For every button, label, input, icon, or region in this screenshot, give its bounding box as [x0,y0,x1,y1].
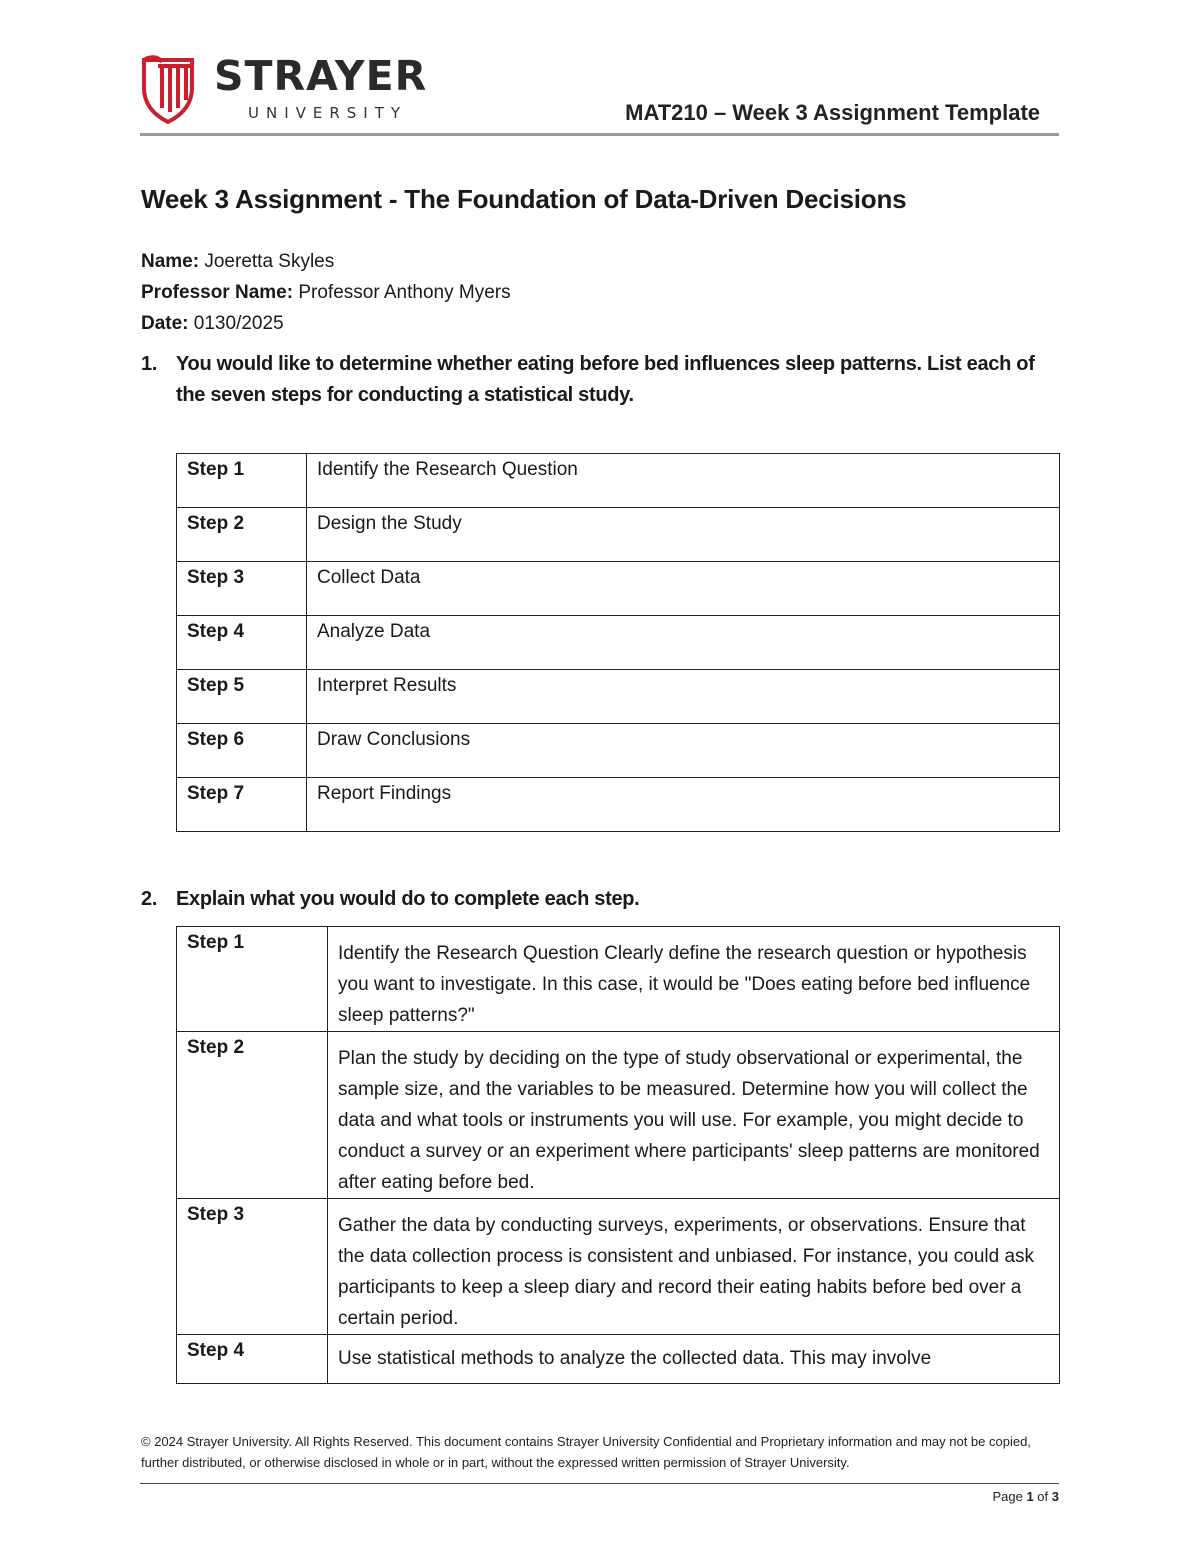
question-1 [141,349,1041,411]
step-label: Step 4 [177,616,307,670]
step-label: Step 1 [177,454,307,508]
question-1-text: You would like to determine whether eating before bed influences sleep patterns. List each of the seven steps for conducting a statistical study. [176,353,1035,406]
step-explanation: Gather the data by conducting surveys, experiments, or observations. Ensure that the data collection process is consistent and unbiased. For instance, you could ask participants to keep a sleep diary and record their eating habits before bed over a certain period. [328,1199,1060,1335]
steps-explanation-table [176,926,1060,1384]
step-explanation: Use statistical methods to analyze the collected data. This may involve [328,1335,1060,1384]
page-title: Week 3 Assignment - The Foundation of Data-Driven Decisions [141,184,907,214]
date-label: Date: [141,313,189,334]
name-label: Name: [141,251,200,272]
table-row [177,454,1060,508]
step-value: Identify the Research Question [307,454,1060,508]
table-row [177,1335,1060,1384]
date-value: 0130/2025 [193,313,284,334]
step-label: Step 1 [177,927,328,1032]
professor-line [141,277,511,308]
step-label: Step 6 [177,724,307,778]
step-value: Design the Study [307,508,1060,562]
page-of: of [1037,1489,1049,1504]
page-total: 3 [1051,1489,1059,1504]
header-divider [140,133,1059,136]
step-label: Step 3 [177,562,307,616]
logo-wordmark: STRAYER [214,52,428,100]
footer-divider [140,1483,1059,1484]
table-row [177,670,1060,724]
table-row [177,508,1060,562]
name-line [141,246,511,277]
table-row [177,1032,1060,1199]
step-value: Draw Conclusions [307,724,1060,778]
page-number [992,1489,1059,1504]
logo-subtitle: UNIVERSITY [248,104,408,122]
document-label: MAT210 – Week 3 Assignment Template [625,100,1040,125]
step-label: Step 3 [177,1199,328,1335]
page-prefix: Page [992,1489,1023,1504]
question-1-number: 1. [141,353,158,375]
question-2-text: Explain what you would do to complete each step. [176,888,640,910]
step-label: Step 7 [177,778,307,832]
step-value: Interpret Results [307,670,1060,724]
shield-logo-icon [140,54,196,124]
steps-list-table [176,453,1060,832]
step-explanation: Plan the study by deciding on the type of study observational or experimental, the sample size, and the variables to be measured. Determine how you will collect the data and what tools or instruments you will use. For example, you might decide to conduct a survey or an experiment where participants' sleep patterns are monitored after eating before bed. [328,1032,1060,1199]
name-value: Joeretta Skyles [204,251,335,272]
step-label: Step 2 [177,1032,328,1199]
table-row [177,1199,1060,1335]
professor-label: Professor Name: [141,282,294,303]
step-label: Step 5 [177,670,307,724]
professor-value: Professor Anthony Myers [298,282,511,303]
copyright-notice: © 2024 Strayer University. All Rights Reserved. This document contains Strayer University Confidential and Proprietary information and may not be copied, further distributed, or otherwise disclosed in whole or in part, without the expressed written permission of Strayer University. [141,1434,1031,1470]
step-explanation: Identify the Research Question Clearly define the research question or hypothesis you want to investigate. In this case, it would be "Does eating before bed influence sleep patterns?" [328,927,1060,1032]
step-label: Step 2 [177,508,307,562]
step-value: Analyze Data [307,616,1060,670]
table-row [177,724,1060,778]
strayer-logo [140,54,460,126]
step-value: Collect Data [307,562,1060,616]
student-info [141,246,511,339]
question-2-number: 2. [141,888,158,910]
step-value: Report Findings [307,778,1060,832]
step-label: Step 4 [177,1335,328,1384]
page-current: 1 [1026,1489,1034,1504]
table-row [177,778,1060,832]
date-line [141,308,511,339]
table-row [177,562,1060,616]
table-row [177,616,1060,670]
table-row [177,927,1060,1032]
question-2 [141,884,1041,915]
